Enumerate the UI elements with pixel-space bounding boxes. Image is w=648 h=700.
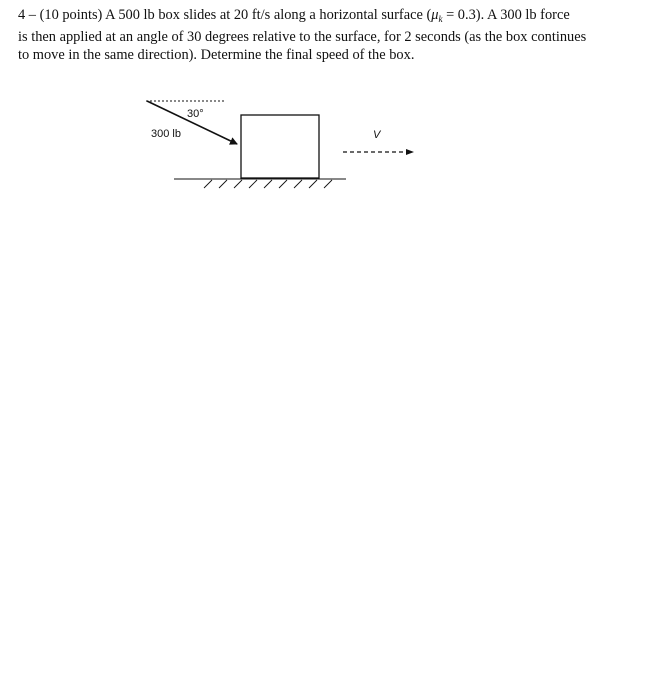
box	[241, 115, 319, 178]
problem-line-2: is then applied at an angle of 30 degrees relative to the surface, for 2 seconds (as the box continues	[18, 29, 587, 45]
angle-label: 30°	[187, 108, 204, 120]
ground-hatching	[204, 180, 332, 188]
friction-coefficient-symbol: μ	[431, 7, 439, 23]
problem-line-1-start: 4 – (10 points) A 500 lb box slides at 20 ft/s along a horizontal surface (	[18, 7, 432, 23]
force-label: 300 lb	[151, 128, 181, 140]
problem-line-3: to move in the same direction). Determine the final speed of the box.	[18, 47, 415, 63]
friction-coefficient-subscript: k	[438, 14, 443, 24]
problem-line-1-end: = 0.3). A 300 lb force	[442, 7, 570, 23]
velocity-label: V	[373, 129, 381, 141]
